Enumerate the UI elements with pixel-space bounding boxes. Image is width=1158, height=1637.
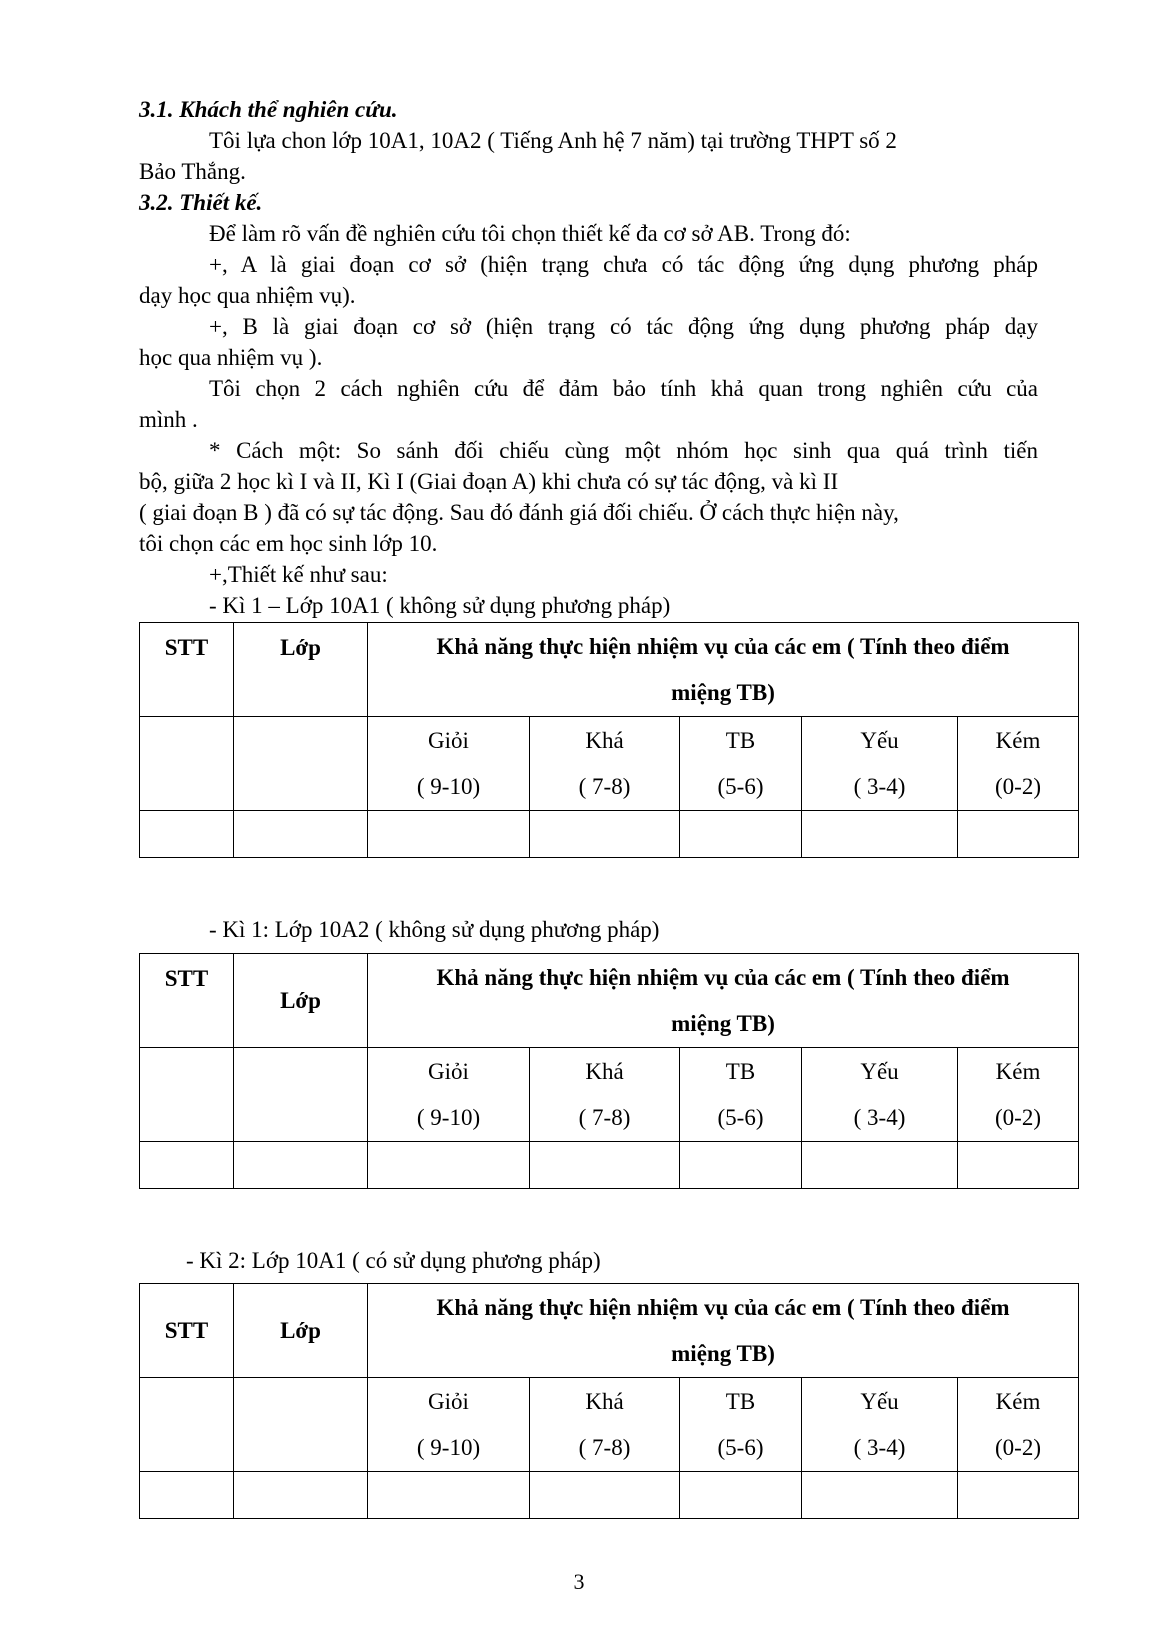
grade-label: Kém xyxy=(995,1058,1041,1084)
empty-cell xyxy=(234,1472,368,1519)
grade-yeu xyxy=(802,717,958,811)
table-caption-3: - Kì 2: Lớp 10A1 ( có sử dụng phương pháp) xyxy=(186,1248,601,1273)
empty-cell xyxy=(140,1472,234,1519)
table-caption-1: - Kì 1 – Lớp 10A1 ( không sử dụng phương pháp) xyxy=(209,593,671,618)
header-ability-line2: miệng TB) xyxy=(671,679,775,705)
empty-cell xyxy=(530,1472,680,1519)
paragraph-line: +,Thiết kế như sau: xyxy=(209,562,388,587)
grade-range: ( 3-4) xyxy=(853,773,906,799)
grade-range: (5-6) xyxy=(717,1104,764,1130)
header-ability xyxy=(368,623,1079,717)
grade-label: TB xyxy=(725,1388,756,1414)
grade-kem xyxy=(958,717,1079,811)
results-table-1 xyxy=(139,622,1079,858)
paragraph-line: mình . xyxy=(139,407,198,432)
empty-cell xyxy=(530,1142,680,1189)
empty-cell xyxy=(368,1472,530,1519)
grade-kha xyxy=(530,1048,680,1142)
paragraph-line: dạy học qua nhiệm vụ). xyxy=(139,283,356,308)
header-ability xyxy=(368,954,1079,1048)
results-table-3 xyxy=(139,1283,1079,1519)
header-ability-line1: Khả năng thực hiện nhiệm vụ của các em ( Tính theo điểm xyxy=(436,1294,1010,1320)
grade-kem xyxy=(958,1048,1079,1142)
grade-label: Giỏi xyxy=(428,727,469,753)
grade-kha xyxy=(530,1378,680,1472)
header-stt: STT xyxy=(140,623,234,717)
header-ability-line1: Khả năng thực hiện nhiệm vụ của các em ( Tính theo điểm xyxy=(436,633,1010,659)
paragraph-line: * Cách một: So sánh đối chiếu cùng một nhóm học sinh qua quá trình tiến xyxy=(209,438,1038,463)
empty-cell xyxy=(530,811,680,858)
grade-tb xyxy=(680,1378,802,1472)
grade-range: ( 9-10) xyxy=(416,1104,481,1130)
empty-cell xyxy=(802,811,958,858)
grade-range: ( 7-8) xyxy=(578,773,631,799)
paragraph-line: học qua nhiệm vụ ). xyxy=(139,345,323,370)
grade-range: ( 7-8) xyxy=(578,1104,631,1130)
empty-cell xyxy=(234,811,368,858)
grade-label: Kém xyxy=(995,1388,1041,1414)
section-3-2-title: 3.2. Thiết kế. xyxy=(139,190,263,215)
grade-range: ( 3-4) xyxy=(853,1434,906,1460)
empty-cell xyxy=(140,1048,234,1142)
empty-cell xyxy=(140,1142,234,1189)
grade-tb xyxy=(680,1048,802,1142)
grade-range: (5-6) xyxy=(717,1434,764,1460)
paragraph-line: Bảo Thắng. xyxy=(139,159,246,184)
empty-cell xyxy=(680,1472,802,1519)
empty-cell xyxy=(140,717,234,811)
empty-cell xyxy=(958,1142,1079,1189)
grade-label: Yếu xyxy=(860,727,899,753)
empty-cell xyxy=(680,811,802,858)
grade-gioi xyxy=(368,717,530,811)
empty-cell xyxy=(234,1378,368,1472)
header-stt: STT xyxy=(140,1284,234,1378)
grade-gioi xyxy=(368,1378,530,1472)
empty-cell xyxy=(802,1472,958,1519)
grade-label: TB xyxy=(725,1058,756,1084)
grade-range: (0-2) xyxy=(995,1104,1041,1130)
empty-cell xyxy=(234,717,368,811)
header-ability-line2: miệng TB) xyxy=(671,1010,775,1036)
grade-range: ( 9-10) xyxy=(416,1434,481,1460)
results-table-2 xyxy=(139,953,1079,1189)
section-3-1-title: 3.1. Khách thể nghiên cứu. xyxy=(139,97,398,122)
paragraph-line: Tôi lựa chon lớp 10A1, 10A2 ( Tiếng Anh hệ 7 năm) tại trường THPT số 2 xyxy=(209,128,897,153)
grade-range: ( 9-10) xyxy=(416,773,481,799)
empty-cell xyxy=(680,1142,802,1189)
paragraph-line: +, B là giai đoạn cơ sở (hiện trạng có tác động ứng dụng phương pháp dạy xyxy=(209,314,1038,339)
grade-label: Kém xyxy=(995,727,1041,753)
grade-label: Giỏi xyxy=(428,1058,469,1084)
table-caption-2: - Kì 1: Lớp 10A2 ( không sử dụng phương pháp) xyxy=(209,917,660,942)
empty-cell xyxy=(140,811,234,858)
grade-label: Khá xyxy=(585,1058,624,1084)
grade-tb xyxy=(680,717,802,811)
grade-gioi xyxy=(368,1048,530,1142)
empty-cell xyxy=(368,811,530,858)
grade-range: (5-6) xyxy=(717,773,764,799)
paragraph-line: bộ, giữa 2 học kì I và II, Kì I (Giai đoạn A) khi chưa có sự tác động, và kì II xyxy=(139,469,839,494)
grade-range: ( 7-8) xyxy=(578,1434,631,1460)
paragraph-line: tôi chọn các em học sinh lớp 10. xyxy=(139,531,438,556)
grade-label: Khá xyxy=(585,727,624,753)
header-lop: Lớp xyxy=(234,954,368,1048)
empty-cell xyxy=(958,1472,1079,1519)
grade-label: Yếu xyxy=(860,1058,899,1084)
empty-cell xyxy=(368,1142,530,1189)
header-lop: Lớp xyxy=(234,623,368,717)
empty-cell xyxy=(234,1142,368,1189)
header-ability-line2: miệng TB) xyxy=(671,1340,775,1366)
grade-range: (0-2) xyxy=(995,773,1041,799)
grade-label: Giỏi xyxy=(428,1388,469,1414)
grade-range: (0-2) xyxy=(995,1434,1041,1460)
header-stt: STT xyxy=(140,954,234,1048)
grade-label: TB xyxy=(725,727,756,753)
paragraph-line: Tôi chọn 2 cách nghiên cứu để đảm bảo tính khả quan trong nghiên cứu của xyxy=(209,376,1038,401)
empty-cell xyxy=(802,1142,958,1189)
empty-cell xyxy=(140,1378,234,1472)
header-ability xyxy=(368,1284,1079,1378)
grade-kha xyxy=(530,717,680,811)
header-lop: Lớp xyxy=(234,1284,368,1378)
paragraph-line: ( giai đoạn B ) đã có sự tác động. Sau đó đánh giá đối chiếu. Ở cách thực hiện này, xyxy=(139,500,899,525)
grade-yeu xyxy=(802,1048,958,1142)
grade-label: Yếu xyxy=(860,1388,899,1414)
grade-yeu xyxy=(802,1378,958,1472)
grade-kem xyxy=(958,1378,1079,1472)
grade-range: ( 3-4) xyxy=(853,1104,906,1130)
paragraph-line: +, A là giai đoạn cơ sở (hiện trạng chưa có tác động ứng dụng phương pháp xyxy=(209,252,1038,277)
header-ability-line1: Khả năng thực hiện nhiệm vụ của các em ( Tính theo điểm xyxy=(436,964,1010,990)
page-number: 3 xyxy=(573,1569,585,1594)
paragraph-line: Để làm rõ vấn đề nghiên cứu tôi chọn thiết kế đa cơ sở AB. Trong đó: xyxy=(209,221,851,246)
empty-cell xyxy=(234,1048,368,1142)
grade-label: Khá xyxy=(585,1388,624,1414)
empty-cell xyxy=(958,811,1079,858)
